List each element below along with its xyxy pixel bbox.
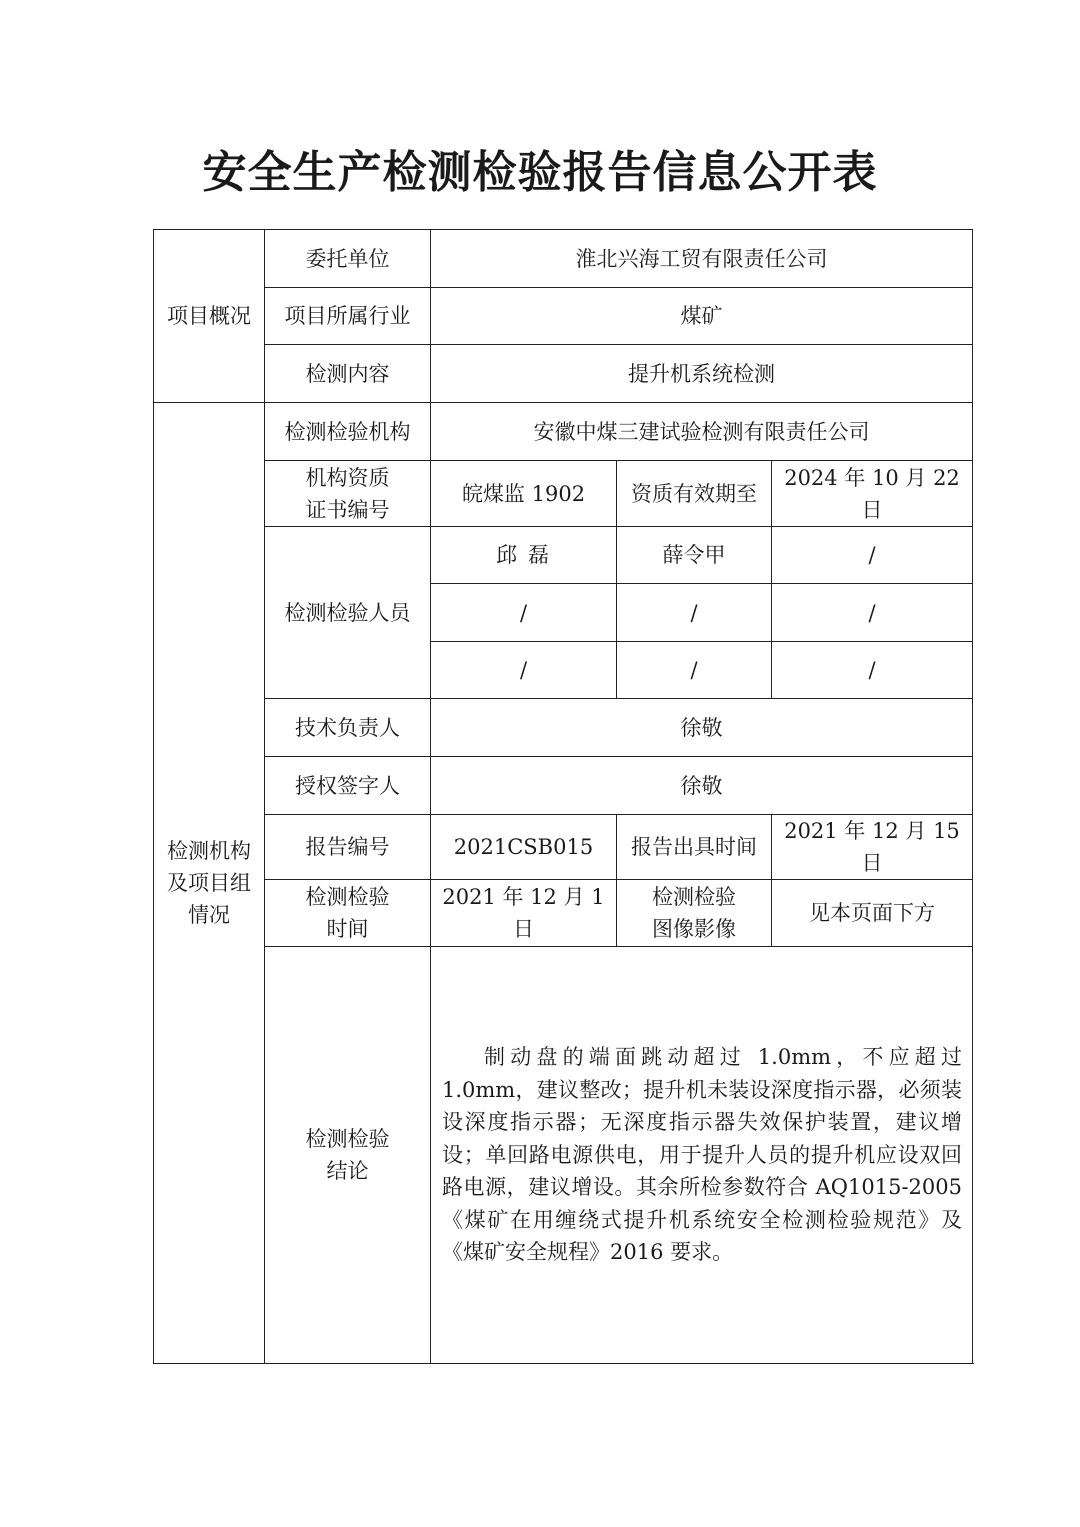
table-row — [154, 699, 973, 757]
table-row — [154, 230, 973, 288]
conclusion-section-label: 检测检验结论 — [265, 947, 431, 1364]
table-row — [154, 815, 973, 880]
content-label: 检测内容 — [265, 345, 431, 403]
personnel-cell: / — [772, 527, 973, 584]
personnel-cell: / — [772, 584, 973, 642]
client-value: 淮北兴海工贸有限责任公司 — [431, 230, 973, 288]
report-no-value: 2021CSB015 — [431, 815, 617, 880]
institution-label: 检测检验机构 — [265, 403, 431, 461]
images-value: 见本页面下方 — [772, 880, 973, 947]
industry-value: 煤矿 — [431, 288, 973, 345]
table-row — [154, 403, 973, 461]
table-row — [154, 757, 973, 815]
content-value: 提升机系统检测 — [431, 345, 973, 403]
tech-lead-label: 技术负责人 — [265, 699, 431, 757]
table-row — [154, 461, 973, 527]
table-row — [154, 880, 973, 947]
report-table — [153, 229, 973, 1364]
overview-section-label: 项目概况 — [154, 230, 265, 403]
table-row — [154, 345, 973, 403]
conclusion-cell — [431, 947, 973, 1364]
conclusion-text: 制动盘的端面跳动超过 1.0mm，不应超过 1.0mm，建议整改；提升机未装设深度指示器，必须装设深度指示器；无深度指示器失效保护装置，建议增设；单回路电源供电，用于提升人员的提升机应设双回路电源，建议增设。其余所检参数符合 AQ1015-2005《煤矿在用缠绕式提升机系统安全检测检验规范》及《煤矿安全规程》2016 要求。 — [442, 1045, 962, 1265]
cert-value: 皖煤监 1902 — [431, 461, 617, 527]
personnel-cell: / — [772, 642, 973, 699]
images-label: 检测检验图像影像 — [617, 880, 772, 947]
personnel-cell: / — [617, 584, 772, 642]
table-row — [154, 947, 973, 1364]
report-no-label: 报告编号 — [265, 815, 431, 880]
personnel-cell: 邱 磊 — [431, 527, 617, 584]
personnel-cell: / — [431, 584, 617, 642]
tech-lead-value: 徐敬 — [431, 699, 973, 757]
table-row — [154, 527, 973, 584]
inspection-time-value: 2021 年 12 月 1 日 — [431, 880, 617, 947]
signatory-value: 徐敬 — [431, 757, 973, 815]
validity-value: 2024 年 10 月 22 日 — [772, 461, 973, 527]
report-date-value: 2021 年 12 月 15 日 — [772, 815, 973, 880]
table-row — [154, 288, 973, 345]
cert-label: 机构资质证书编号 — [265, 461, 431, 527]
validity-label: 资质有效期至 — [617, 461, 772, 527]
page-title: 安全生产检测检验报告信息公开表 — [202, 147, 878, 198]
org-section-label: 检测机构及项目组情况 — [154, 403, 265, 1364]
report-date-label: 报告出具时间 — [617, 815, 772, 880]
personnel-cell: 薛令甲 — [617, 527, 772, 584]
signatory-label: 授权签字人 — [265, 757, 431, 815]
industry-label: 项目所属行业 — [265, 288, 431, 345]
personnel-cell: / — [617, 642, 772, 699]
client-label: 委托单位 — [265, 230, 431, 288]
personnel-cell: / — [431, 642, 617, 699]
inspection-time-label: 检测检验时间 — [265, 880, 431, 947]
personnel-label: 检测检验人员 — [265, 527, 431, 699]
institution-value: 安徽中煤三建试验检测有限责任公司 — [431, 403, 973, 461]
